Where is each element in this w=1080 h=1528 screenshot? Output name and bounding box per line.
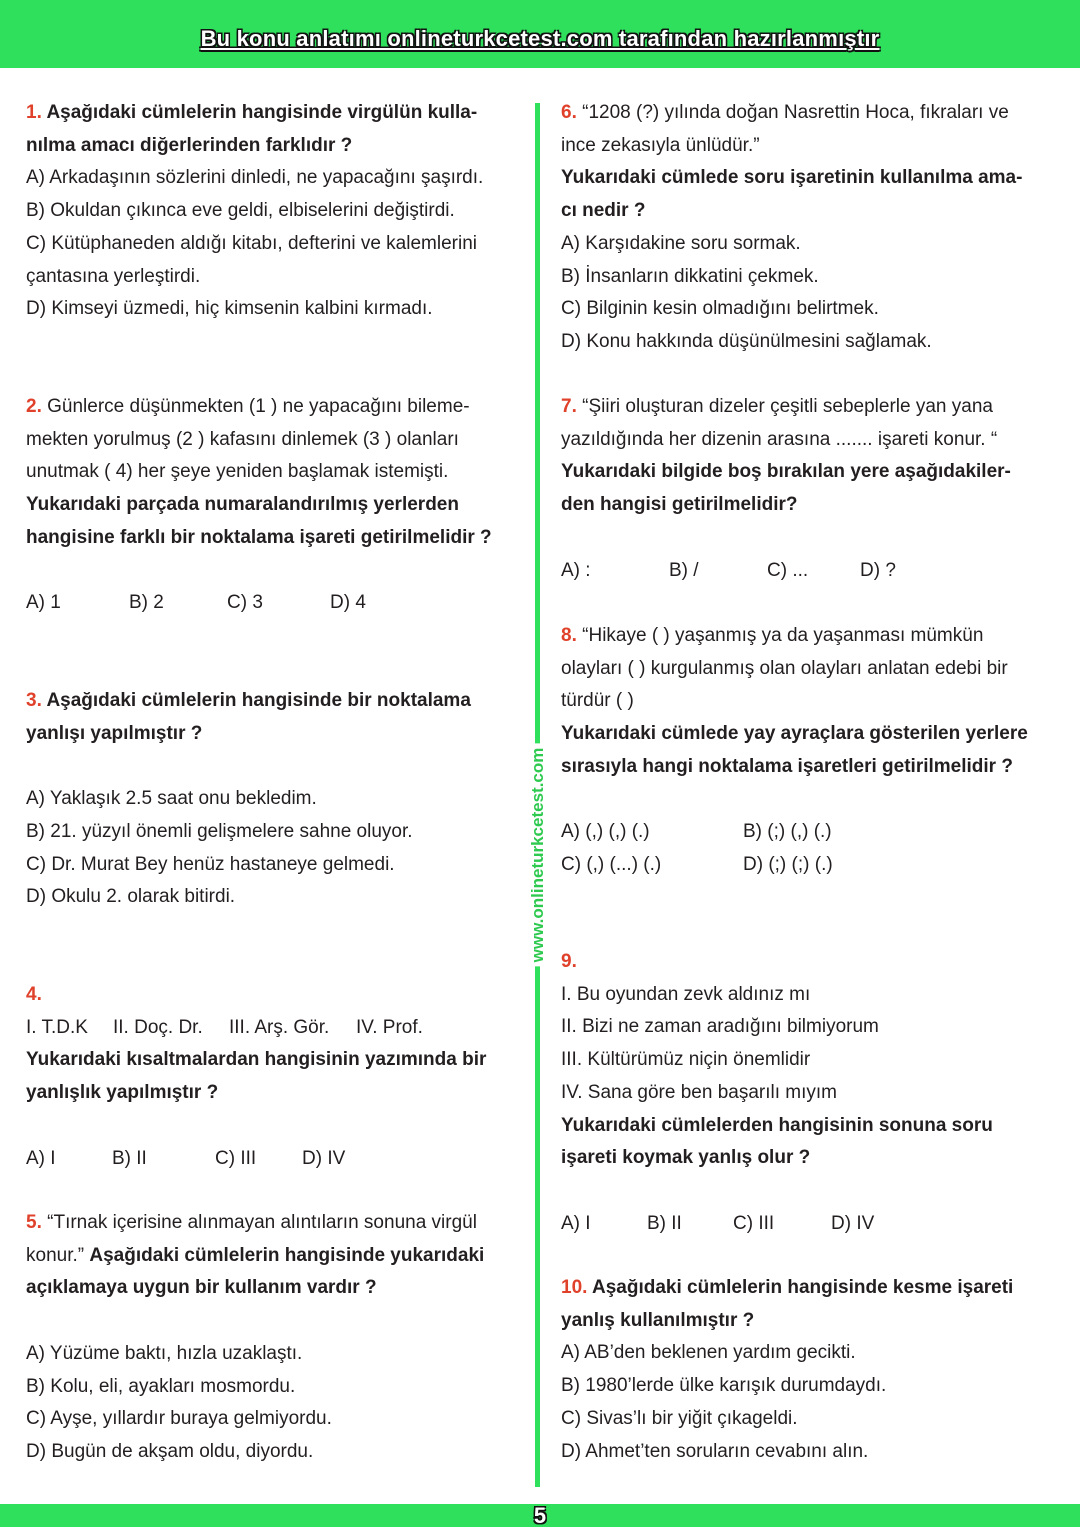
answer-option-a[interactable]: A) I <box>26 1147 56 1169</box>
question-quote: konur.” <box>26 1244 85 1266</box>
answer-option-b[interactable]: B) II <box>647 1212 682 1234</box>
question-stem: işareti koymak yanlış olur ? <box>561 1147 811 1169</box>
answer-option-a[interactable]: A) I <box>561 1212 591 1234</box>
answer-option-c[interactable]: C) Bilginin kesin olmadığını belirtmek. <box>561 298 879 320</box>
answer-option-c[interactable]: C) (,) (...) (.) <box>561 853 662 875</box>
question-number: 10. <box>561 1277 588 1298</box>
question-8 <box>561 620 1028 882</box>
question-number: 4. <box>26 984 42 1005</box>
question-5 <box>26 1207 484 1469</box>
question-stem: Yukarıdaki bilgide boş bırakılan yere aşağıdakiler- <box>561 461 1011 483</box>
answer-options-row <box>26 587 492 620</box>
answer-option-a[interactable]: A) Yüzüme baktı, hızla uzaklaştı. <box>26 1342 303 1364</box>
question-stem: Yukarıdaki kısaltmalardan hangisinin yazımında bir <box>26 1049 487 1071</box>
question-passage: mekten yorulmuş (2 ) kafasını dinlemek (3 ) olanları <box>26 428 459 450</box>
answer-options-row <box>561 816 1028 849</box>
answer-option-d[interactable]: D) IV <box>302 1147 346 1169</box>
answer-option-d[interactable]: D) Kimseyi üzmedi, hiç kimsenin kalbini kırmadı. <box>26 298 433 320</box>
answer-options-row <box>561 849 1028 882</box>
answer-option-a[interactable]: A) : <box>561 559 591 581</box>
question-stem: Aşağıdaki cümlelerin hangisinde virgülün kulla- <box>46 102 478 123</box>
question-number: 9. <box>561 951 577 972</box>
answer-option-a[interactable]: A) Karşıdakine soru sormak. <box>561 232 801 254</box>
answer-option-c[interactable]: C) Sivas’lı bir yiğit çıkageldi. <box>561 1407 798 1429</box>
answer-option-c[interactable]: C) III <box>215 1147 257 1169</box>
question-stem: Yukarıdaki parçada numaralandırılmış yerlerden <box>26 494 459 516</box>
answer-option-d[interactable]: D) Bugün de akşam oldu, diyordu. <box>26 1440 314 1462</box>
abbreviation-list <box>26 1012 486 1045</box>
question-quote: “Şiiri oluşturan dizeler çeşitli sebeplerle yan yana <box>582 396 993 417</box>
question-quote: “Hikaye ( ) yaşanmış ya da yaşanması mümkün <box>582 625 984 646</box>
answer-options-row <box>561 1208 993 1241</box>
question-10 <box>561 1272 1013 1468</box>
banner-title: Bu konu anlatımı onlineturkcetest.com tarafından hazırlanmıştır <box>200 26 880 51</box>
answer-option-a[interactable]: A) Arkadaşının sözlerini dinledi, ne yapacağını şaşırdı. <box>26 167 484 189</box>
answer-option-b[interactable]: B) Okuldan çıkınca eve geldi, elbiselerini değiştirdi. <box>26 200 455 222</box>
question-passage: unutmak ( 4) her şeye yeniden başlamak istemişti. <box>26 461 449 483</box>
question-stem: yanlış kullanılmıştır ? <box>561 1309 755 1331</box>
question-stem: cı nedir ? <box>561 200 646 222</box>
question-number: 6. <box>561 102 577 123</box>
abbreviation-item: II. Doç. Dr. <box>113 1016 203 1038</box>
question-stem: Yukarıdaki cümlede soru işaretinin kullanılma ama- <box>561 167 1023 189</box>
answer-option-b[interactable]: B) (;) (,) (.) <box>743 821 832 843</box>
answer-option-c[interactable]: C) III <box>733 1212 775 1234</box>
abbreviation-item: I. T.D.K <box>26 1016 88 1038</box>
question-stem: sırasıyla hangi noktalama işaretleri getirilmelidir ? <box>561 755 1013 777</box>
question-number: 8. <box>561 625 577 646</box>
question-stem: nılma amacı diğerlerinden farklıdır ? <box>26 134 353 156</box>
question-quote: ince zekasıyla ünlüdür.” <box>561 134 760 156</box>
answer-options-row <box>561 555 1011 588</box>
question-quote: türdür ( ) <box>561 690 634 712</box>
question-2 <box>26 391 492 620</box>
answer-option-b[interactable]: B) 21. yüzyıl önemli gelişmelere sahne oluyor. <box>26 820 413 842</box>
question-quote: “1208 (?) yılında doğan Nasrettin Hoca, fıkraları ve <box>582 102 1009 123</box>
answer-option-d[interactable]: D) 4 <box>330 592 366 614</box>
question-stem: yanlışı yapılmıştır ? <box>26 722 203 744</box>
answer-option-c[interactable]: C) ... <box>767 559 809 581</box>
answer-option-d[interactable]: D) (;) (;) (.) <box>743 853 833 875</box>
answer-option-b[interactable]: B) Kolu, eli, ayakları mosmordu. <box>26 1375 296 1397</box>
question-stem: açıklamaya uygun bir kullanım vardır ? <box>26 1277 377 1299</box>
answer-option-c[interactable]: C) 3 <box>227 592 263 614</box>
answer-option-d[interactable]: D) Okulu 2. olarak bitirdi. <box>26 886 236 908</box>
statement-item: I. Bu oyundan zevk aldınız mı <box>561 983 811 1005</box>
question-quote: olayları ( ) kurgulanmış olan olayları anlatan edebi bir <box>561 657 1008 679</box>
question-number: 7. <box>561 396 577 417</box>
question-stem: Aşağıdaki cümlelerin hangisinde kesme işareti <box>592 1277 1014 1298</box>
header-banner <box>0 0 1080 68</box>
footer-bar <box>0 1504 1080 1527</box>
answer-option-a[interactable]: A) AB’den beklenen yardım gecikti. <box>561 1342 856 1364</box>
answer-option-c[interactable]: C) Ayşe, yıllardır buraya gelmiyordu. <box>26 1408 332 1430</box>
question-number: 5. <box>26 1212 42 1233</box>
question-stem: Aşağıdaki cümlelerin hangisinde yukarıdaki <box>89 1244 485 1266</box>
answer-option-d[interactable]: D) Konu hakkında düşünülmesini sağlamak. <box>561 330 932 352</box>
answer-option-b[interactable]: B) / <box>669 559 699 581</box>
question-stem: hangisine farklı bir noktalama işareti getirilmelidir ? <box>26 526 492 548</box>
question-quote: yazıldığında her dizenin arasına ....... işareti konur. “ <box>561 428 998 450</box>
statement-item: II. Bizi ne zaman aradığını bilmiyorum <box>561 1016 879 1038</box>
question-stem: yanlışlık yapılmıştır ? <box>26 1082 219 1104</box>
question-passage: Günlerce düşünmekten (1 ) ne yapacağını bileme- <box>47 396 470 417</box>
answer-option-a[interactable]: A) 1 <box>26 592 61 614</box>
answer-option-c[interactable]: C) Dr. Murat Bey henüz hastaneye gelmedi. <box>26 853 395 875</box>
answer-option-b[interactable]: B) 2 <box>129 592 164 614</box>
answer-option-d[interactable]: D) IV <box>831 1212 875 1234</box>
answer-options-row <box>26 1143 486 1176</box>
question-3 <box>26 685 471 914</box>
answer-option-b[interactable]: B) İnsanların dikkatini çekmek. <box>561 265 819 287</box>
question-stem: Yukarıdaki cümlelerden hangisinin sonuna soru <box>561 1114 993 1136</box>
answer-option-a[interactable]: A) Yaklaşık 2.5 saat onu bekledim. <box>26 788 317 810</box>
question-7 <box>561 391 1011 587</box>
vertical-site-url: www.onlineturkcetest.com <box>528 744 548 967</box>
question-number: 2. <box>26 396 42 417</box>
question-quote: “Tırnak içerisine alınmayan alıntıların sonuna virgül <box>47 1212 477 1233</box>
abbreviation-item: III. Arş. Gör. <box>229 1016 330 1038</box>
question-stem: den hangisi getirilmelidir? <box>561 494 798 516</box>
page-number: 5 <box>533 1503 547 1528</box>
question-6 <box>561 97 1022 359</box>
statement-item: III. Kültürümüz niçin önemlidir <box>561 1049 811 1071</box>
question-number: 3. <box>26 690 42 711</box>
question-number: 1. <box>26 102 42 123</box>
question-1 <box>26 97 483 326</box>
answer-option-b[interactable]: B) 1980’lerde ülke karışık durumdaydı. <box>561 1375 887 1397</box>
question-stem: Yukarıdaki cümlede yay ayraçlara gösterilen yerlere <box>561 723 1028 745</box>
answer-option-b[interactable]: B) II <box>112 1147 147 1169</box>
answer-option-c-continued[interactable]: çantasına yerleştirdi. <box>26 265 201 287</box>
answer-option-c[interactable]: C) Kütüphaneden aldığı kitabı, defterini ve kalemlerini <box>26 232 477 254</box>
statement-item: IV. Sana göre ben başarılı mıyım <box>561 1081 838 1103</box>
question-9 <box>561 946 993 1240</box>
answer-option-a[interactable]: A) (,) (,) (.) <box>561 821 650 843</box>
question-stem: Aşağıdaki cümlelerin hangisinde bir noktalama <box>46 690 471 711</box>
answer-option-d[interactable]: D) ? <box>860 559 896 581</box>
abbreviation-item: IV. Prof. <box>356 1016 423 1038</box>
question-4 <box>26 979 486 1175</box>
answer-option-d[interactable]: D) Ahmet’ten soruların cevabını alın. <box>561 1440 869 1462</box>
